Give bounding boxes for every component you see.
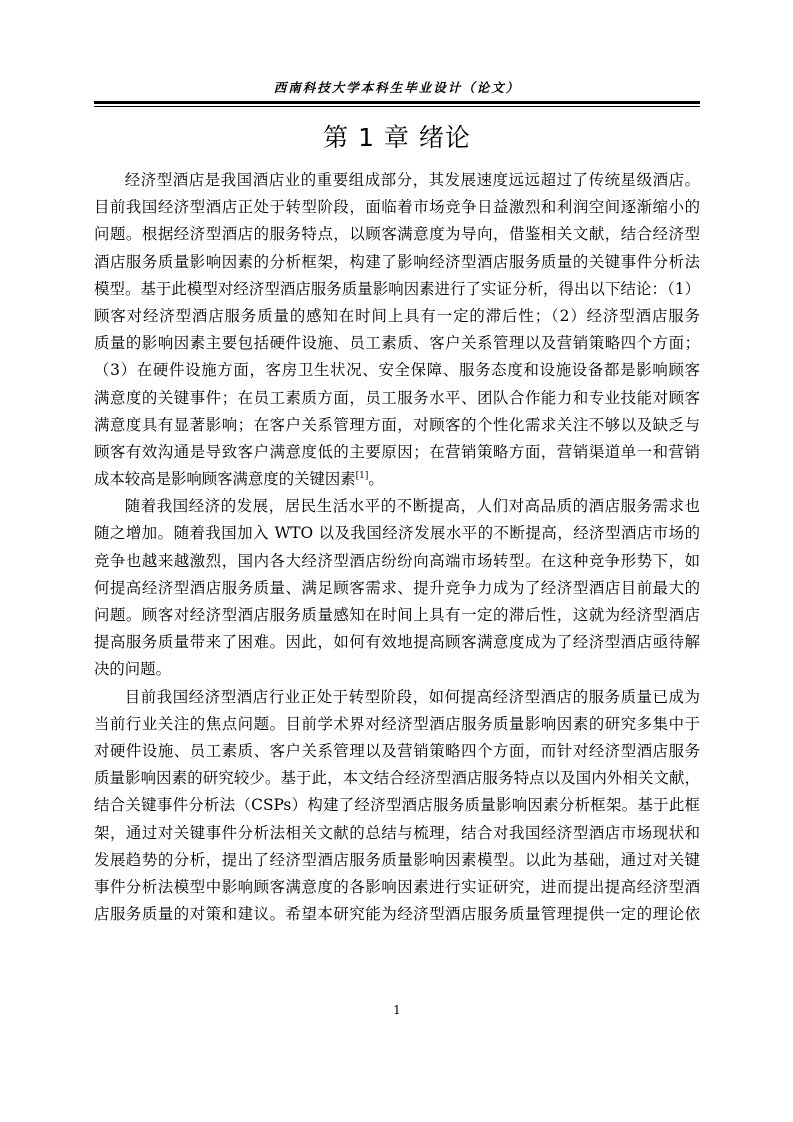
paragraph-line: 满意度的关键事件；在员工素质方面，员工服务水平、团队合作能力和专业技能对顾客 (94, 388, 700, 407)
paragraph-line: 目前我国经济型酒店正处于转型阶段，面临着市场竞争日益激烈和利润空间逐渐缩小的 (94, 198, 700, 217)
paragraph-line: 结合关键事件分析法（CSPs）构建了经济型酒店服务质量影响因素分析框架。基于此框 (94, 796, 700, 815)
paragraph-1 (94, 167, 700, 493)
paragraph-line: 随之增加。随着我国加入 WTO 以及我国经济发展水平的不断提高，经济型酒店市场的 (94, 524, 700, 543)
paragraph-line: 事件分析法模型中影响顾客满意度的各影响因素进行实证研究，进而提出提高经济型酒 (94, 877, 700, 896)
paragraph-line: 随着我国经济的发展，居民生活水平的不断提高，人们对高品质的酒店服务需求也 (124, 497, 700, 516)
paragraph-line: 架，通过对关键事件分析法相关文献的总结与梳理，结合对我国经济型酒店市场现状和 (94, 823, 700, 842)
chapter-title: 第 1 章 绪论 (323, 123, 471, 152)
paragraph-line: 模型。基于此模型对经济型酒店服务质量影响因素进行了实证分析，得出以下结论：（1） (94, 279, 700, 298)
paragraph-line: 提高服务质量带来了困难。因此，如何有效地提高顾客满意度成为了经济型酒店亟待解 (94, 633, 700, 652)
paragraph-line: 顾客对经济型酒店服务质量的感知在时间上具有一定的滞后性；（2）经济型酒店服务 (94, 306, 700, 325)
paragraph-line: 问题。根据经济型酒店的服务特点，以顾客满意度为导向，借鉴相关文献，结合经济型 (94, 225, 700, 244)
paragraph-line-text: 成本较高是影响顾客满意度的关键因素 (94, 470, 356, 489)
header-rule-thick (94, 101, 700, 104)
body-text (94, 167, 700, 928)
page-number: 1 (393, 1003, 401, 1017)
page-header: 西南科技大学本科生毕业设计（论文） (273, 80, 521, 95)
paragraph-line: 店服务质量的对策和建议。希望本研究能为经济型酒店服务质量管理提供一定的理论依 (94, 905, 700, 924)
paragraph-line: 当前行业关注的焦点问题。目前学术界对经济型酒店服务质量影响因素的研究多集中于 (94, 714, 700, 733)
paragraph-line-end: 。 (368, 470, 384, 489)
paragraph-line: 发展趋势的分析，提出了经济型酒店服务质量影响因素模型。以此为基础，通过对关键 (94, 850, 700, 869)
paragraph-line: （3）在硬件设施方面，客房卫生状况、安全保障、服务态度和设施设备都是影响顾客 (94, 361, 700, 380)
paragraph-line: 经济型酒店是我国酒店业的重要组成部分，其发展速度远远超过了传统星级酒店。 (124, 171, 700, 189)
paragraph-line: 何提高经济型酒店服务质量、满足顾客需求、提升竞争力成为了经济型酒店目前最大的 (94, 578, 700, 597)
paragraph-last-line (94, 466, 700, 493)
paragraph-line: 质量影响因素的研究较少。基于此，本文结合经济型酒店服务特点以及国内外相关文献， (94, 769, 700, 788)
paragraph-3 (94, 684, 700, 929)
citation-marker: [1] (355, 470, 369, 481)
header-rule-thin (94, 106, 700, 107)
paragraph-line: 竞争也越来越激烈，国内各大经济型酒店纷纷向高端市场转型。在这种竞争形势下，如 (94, 551, 700, 570)
paragraph-2 (94, 493, 700, 683)
paragraph-last-line: 决的问题。 (94, 660, 171, 679)
paragraph-line: 质量的影响因素主要包括硬件设施、员工素质、客户关系管理以及营销策略四个方面； (94, 334, 700, 353)
paragraph-line: 对硬件设施、员工素质、客户关系管理以及营销策略四个方面，而针对经济型酒店服务 (94, 741, 700, 760)
paragraph-line: 酒店服务质量影响因素的分析框架，构建了影响经济型酒店服务质量的关键事件分析法 (94, 252, 700, 271)
paragraph-line: 顾客有效沟通是导致客户满意度低的主要原因；在营销策略方面，营销渠道单一和营销 (94, 442, 700, 461)
paragraph-line: 问题。顾客对经济型酒店服务质量感知在时间上具有一定的滞后性，这就为经济型酒店 (94, 606, 700, 624)
paragraph-line: 满意度具有显著影响；在客户关系管理方面，对顾客的个性化需求关注不够以及缺乏与 (94, 415, 700, 434)
paragraph-line: 目前我国经济型酒店行业正处于转型阶段，如何提高经济型酒店的服务质量已成为 (124, 687, 700, 706)
